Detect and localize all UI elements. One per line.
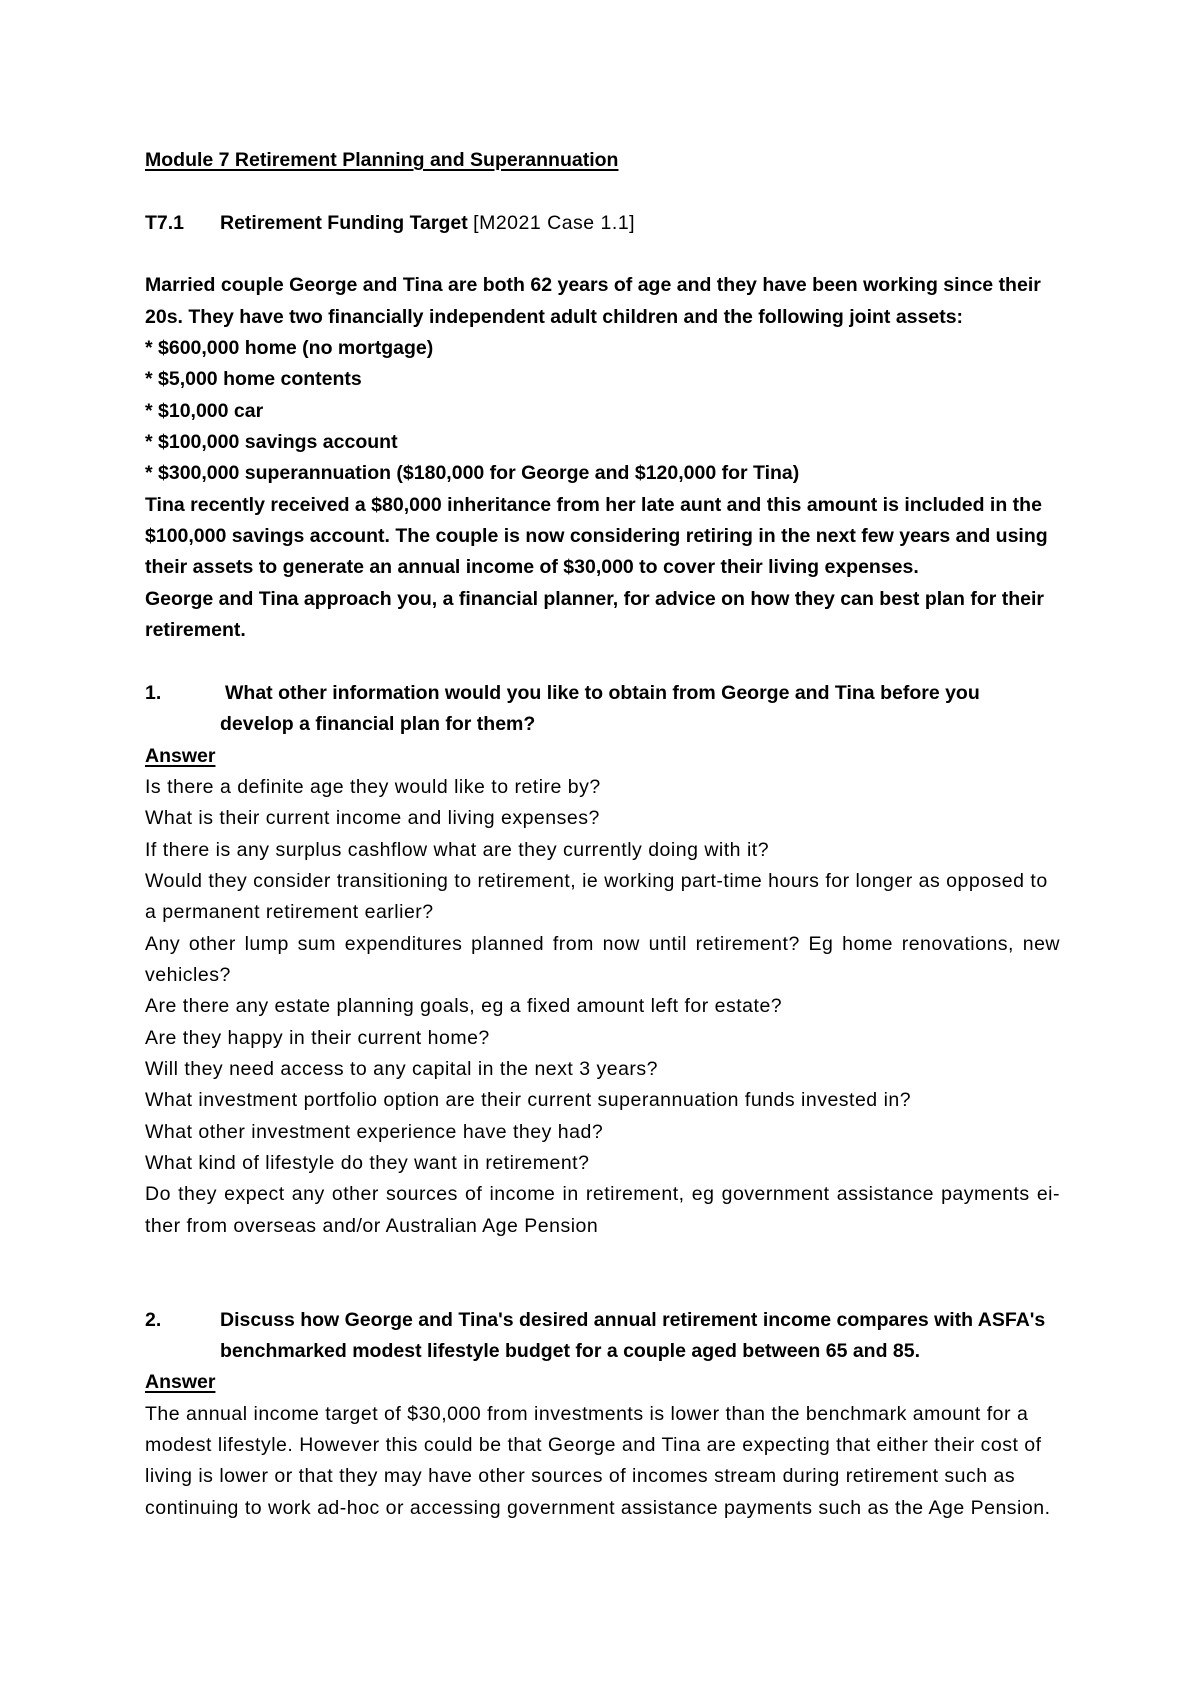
answer-1-line: What is their current income and living expenses? — [145, 807, 600, 830]
answer-1-line: ther from overseas and/or Australian Age Pension — [145, 1214, 599, 1237]
answer-label: Answer — [145, 1371, 216, 1394]
answer-1-line: a permanent retirement earlier? — [145, 901, 434, 924]
question-2-text: benchmarked modest lifestyle budget for a couple aged between 65 and 85. — [220, 1340, 921, 1363]
answer-1-line: vehicles? — [145, 963, 231, 986]
asset-item: * $600,000 home (no mortgage) — [145, 337, 434, 360]
case-study-line: Married couple George and Tina are both 62 years of age and they have been working since their — [145, 274, 1041, 297]
case-study-line: $100,000 savings account. The couple is now considering retiring in the next few years and using — [145, 525, 1048, 548]
answer-1-line: Are they happy in their current home? — [145, 1026, 490, 1049]
case-study-line: their assets to generate an annual income of $30,000 to cover their living expenses. — [145, 556, 919, 579]
section-number: T7.1 — [145, 211, 185, 234]
case-study-line: retirement. — [145, 619, 246, 642]
answer-2-label-line — [145, 1367, 1085, 1398]
paragraph-spacer — [145, 176, 1085, 207]
section-heading — [145, 208, 1085, 239]
section-title: Retirement Funding Target — [220, 211, 468, 234]
question-2-line — [145, 1305, 1085, 1336]
answer-1-label-line — [145, 741, 1085, 772]
answer-1-line: Do they expect any other sources of income in retirement, eg government assistance payments ei- — [145, 1183, 1060, 1206]
answer-1-line: Will they need access to any capital in the next 3 years? — [145, 1057, 659, 1080]
answer-1-line: What investment portfolio option are their current superannuation funds invested in? — [145, 1089, 912, 1112]
answer-1-line: If there is any surplus cashflow what are they currently doing with it? — [145, 838, 770, 861]
answer-1-line: Are there any estate planning goals, eg a fixed amount left for estate? — [145, 995, 783, 1018]
question-1-text: What other information would you like to obtain from George and Tina before you — [225, 681, 980, 704]
section-reference: [M2021 Case 1.1] — [473, 211, 636, 234]
question-1-line — [145, 709, 1085, 740]
answer-1-line: Would they consider transitioning to retirement, ie working part-time hours for longer as opposed to — [145, 869, 1048, 892]
case-study-line: Tina recently received a $80,000 inheritance from her late aunt and this amount is included in the — [145, 493, 1042, 516]
question-2-number: 2. — [145, 1308, 162, 1331]
question-2-text: Discuss how George and Tina's desired annual retirement income compares with ASFA's — [220, 1308, 1046, 1331]
paragraph-spacer — [145, 239, 1085, 270]
answer-2-line: continuing to work ad-hoc or accessing government assistance payments such as the Age Pension. — [145, 1496, 1051, 1519]
answer-1-line: What kind of lifestyle do they want in retirement? — [145, 1152, 590, 1174]
answer-1-line: Any other lump sum expenditures planned from now until retirement? Eg home renovations, new — [145, 932, 1060, 955]
answer-1-line: What other investment experience have they had? — [145, 1120, 604, 1143]
paragraph-spacer — [145, 1242, 1085, 1273]
document-title: Module 7 Retirement Planning and Superannuation — [145, 149, 619, 171]
question-1-line — [145, 678, 1085, 709]
asset-item: * $5,000 home contents — [145, 368, 362, 391]
title-line — [145, 145, 1085, 176]
answer-2-line: The annual income target of $30,000 from investments is lower than the benchmark amount for a — [145, 1402, 1029, 1425]
question-2-line — [145, 1336, 1085, 1367]
case-study-line: 20s. They have two financially independent adult children and the following joint assets: — [145, 305, 964, 328]
case-study-line: George and Tina approach you, a financial planner, for advice on how they can best plan for their — [145, 587, 1044, 610]
answer-2-line: living is lower or that they may have other sources of incomes stream during retirement such as — [145, 1465, 1016, 1488]
paragraph-spacer — [145, 647, 1085, 678]
asset-item: * $100,000 savings account — [145, 431, 398, 454]
answer-2-line: modest lifestyle. However this could be that George and Tina are expecting that either their cost of — [145, 1434, 1042, 1457]
answer-label: Answer — [145, 744, 216, 767]
asset-item: * $300,000 superannuation ($180,000 for George and $120,000 for Tina) — [145, 462, 800, 485]
paragraph-spacer — [145, 1273, 1085, 1304]
question-1-number: 1. — [145, 681, 162, 704]
question-1-text: develop a financial plan for them? — [220, 713, 536, 736]
document-body — [145, 145, 1085, 1524]
asset-item: * $10,000 car — [145, 399, 264, 422]
answer-1-line: Is there a definite age they would like to retire by? — [145, 775, 601, 798]
